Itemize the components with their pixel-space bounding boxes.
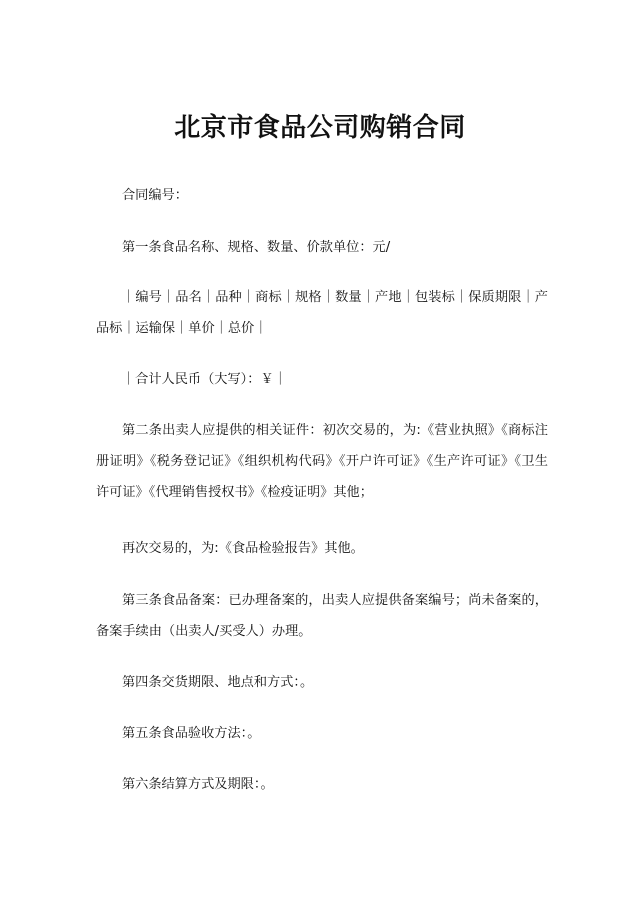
article-6-heading: 第六条结算方式及期限：。 <box>122 777 274 792</box>
document-title: 北京市食品公司购销合同 <box>174 113 466 143</box>
contract-number-line: 合同编号： <box>122 188 188 203</box>
article-2-repeat-transaction: 再次交易的，为:《食品检验报告》其他。 <box>122 541 364 556</box>
article-1-table-header: ｜编号｜品名｜品种｜商标｜规格｜数量｜产地｜包装标｜保质期限｜产品标｜运输保｜单价｜总价｜ <box>96 290 548 336</box>
article-2-paragraph: 第二条出卖人应提供的相关证件：初次交易的，为:《营业执照》《商标注册证明》《税务登记证》《组织机构代码》《开户许可证》《生产许可证》《卫生许可证》《代理销售授权书》《检疫证明》其他； <box>96 423 548 500</box>
article-5-heading: 第五条食品验收方法：。 <box>122 726 261 741</box>
article-3-paragraph: 第三条食品备案：已办理备案的，出卖人应提供备案编号；尚未备案的，备案手续由（出卖人/买受人）办理。 <box>96 593 548 639</box>
article-1-heading: 第一条食品名称、规格、数量、价款单位：元/ <box>122 240 391 255</box>
article-4-heading: 第四条交货期限、地点和方式：。 <box>122 675 314 690</box>
article-1-total-line: ｜合计人民币（大写）：￥｜ <box>122 372 287 387</box>
